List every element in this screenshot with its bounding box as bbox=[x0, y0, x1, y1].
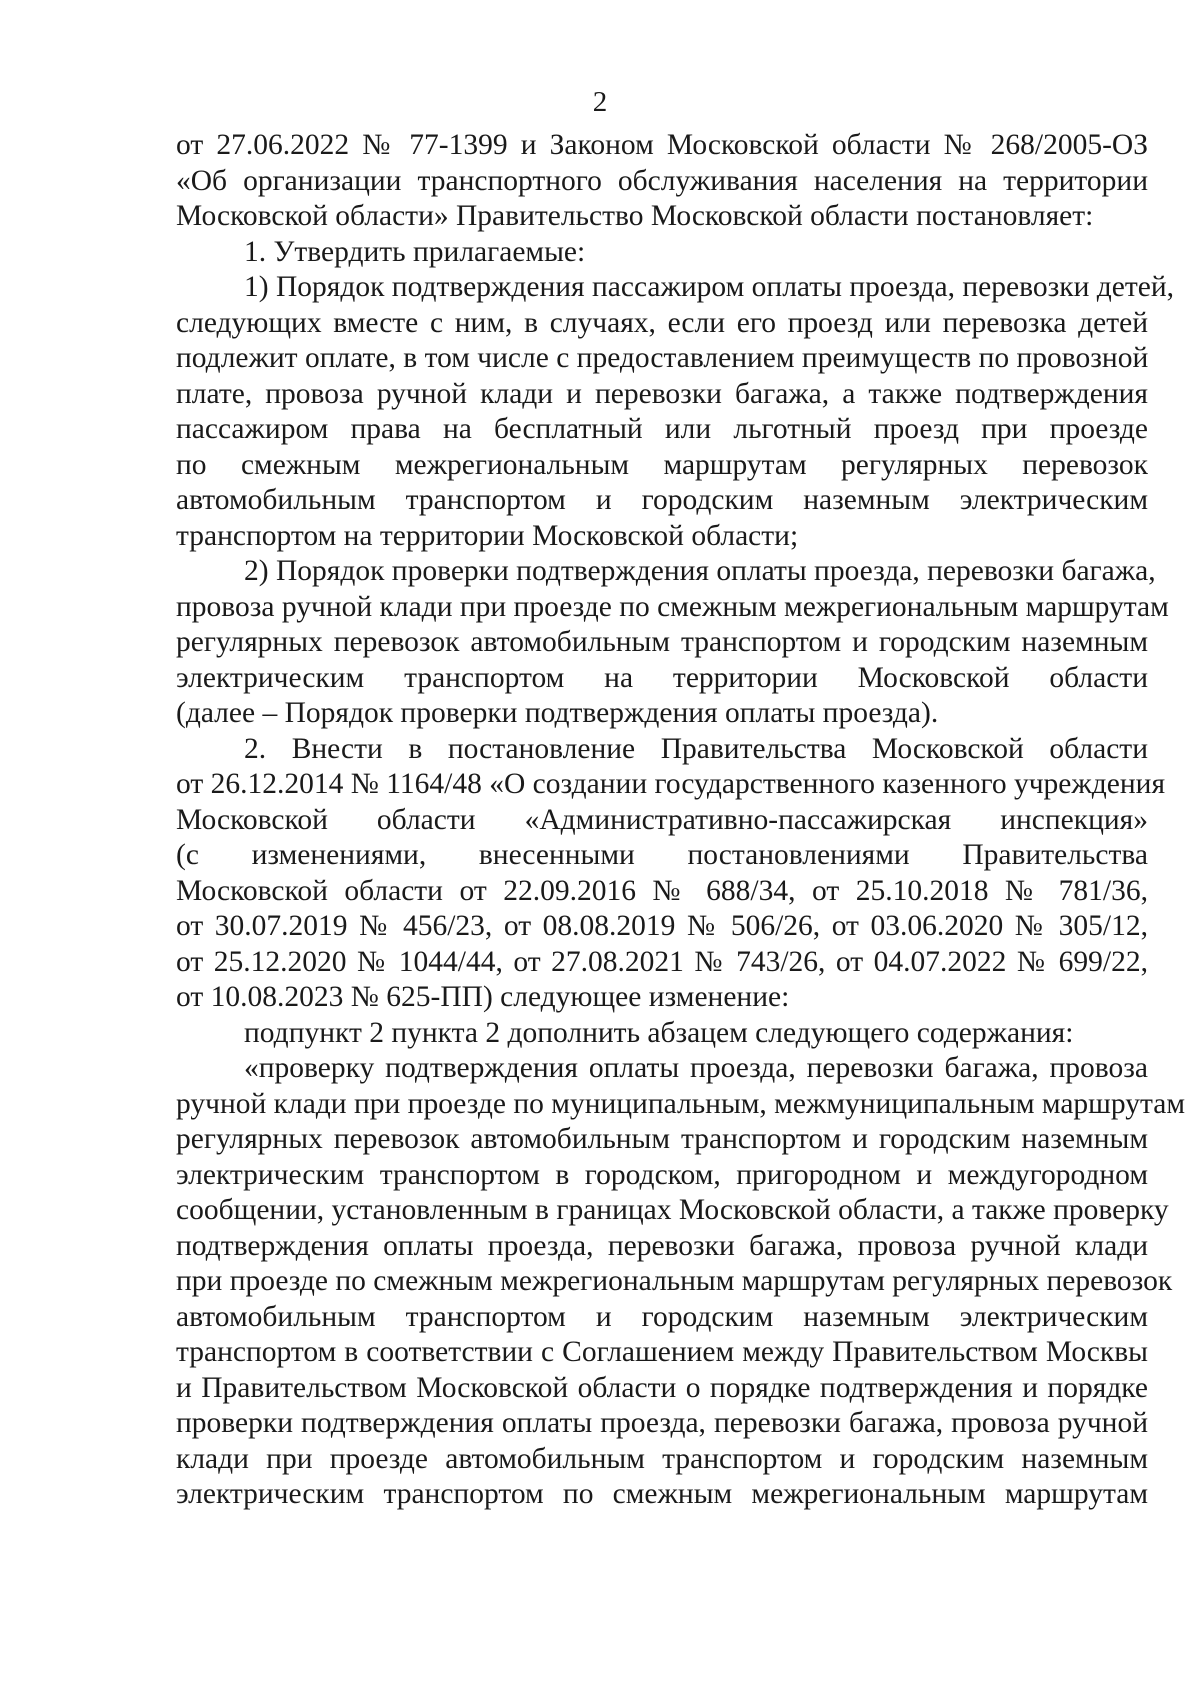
text-line: 2) Порядок проверки подтверждения оплаты проезда, перевозки багажа, bbox=[244, 555, 1156, 587]
text-line: автомобильным транспортом и городским наземным электрическим bbox=[176, 1300, 1148, 1333]
page-number: 2 bbox=[592, 86, 608, 118]
text-line: от 30.07.2019 № 456/23, от 08.08.2019 № 506/26, от 03.06.2020 № 305/12, bbox=[176, 910, 1148, 942]
text-line: от 25.12.2020 № 1044/44, от 27.08.2021 № 743/26, от 04.07.2022 № 699/22, bbox=[176, 945, 1148, 978]
text-line: плате, провоза ручной клади и перевозки багажа, а также подтверждения bbox=[176, 377, 1148, 410]
text-line: электрическим транспортом на территории Московской области bbox=[176, 661, 1148, 694]
text-line: пассажиром права на бесплатный или льготный проезд при проезде bbox=[176, 413, 1148, 445]
text-line: 2. Внести в постановление Правительства Московской области bbox=[244, 732, 1148, 765]
text-line: электрическим транспортом по смежным межрегиональным маршрутам bbox=[176, 1478, 1148, 1510]
text-line: «Об организации транспортного обслуживания населения на территории bbox=[176, 164, 1148, 197]
text-line: по смежным межрегиональным маршрутам регулярных перевозок bbox=[176, 448, 1148, 481]
text-line: провоза ручной клади при проезде по смежным межрегиональным маршрутам bbox=[176, 590, 1169, 623]
text-line: транспортом в соответствии с Соглашением между Правительством Москвы bbox=[176, 1336, 1148, 1368]
text-line: «проверку подтверждения оплаты проезда, перевозки багажа, провоза bbox=[244, 1052, 1148, 1084]
text-line: регулярных перевозок автомобильным транспортом и городским наземным bbox=[176, 1123, 1148, 1155]
document-body bbox=[176, 128, 1186, 1513]
text-line: 1) Порядок подтверждения пассажиром оплаты проезда, перевозки детей, bbox=[244, 271, 1174, 303]
text-line: подлежит оплате, в том числе с предоставлением преимуществ по провозной bbox=[176, 342, 1149, 374]
text-line: сообщении, установленным в границах Московской области, а также проверку bbox=[176, 1194, 1169, 1226]
text-line: транспортом на территории Московской области; bbox=[176, 519, 799, 552]
text-line: ручной клади при проезде по муниципальным, межмуниципальным маршрутам bbox=[176, 1087, 1186, 1120]
text-line: проверки подтверждения оплаты проезда, перевозки багажа, провоза ручной bbox=[176, 1407, 1148, 1439]
text-line: и Правительством Московской области о порядке подтверждения и порядке bbox=[176, 1371, 1148, 1404]
text-line: от 26.12.2014 № 1164/48 «О создании государственного казенного учреждения bbox=[176, 768, 1166, 800]
text-line: подпункт 2 пункта 2 дополнить абзацем следующего содержания: bbox=[244, 1016, 1074, 1049]
text-line: при проезде по смежным межрегиональным маршрутам регулярных перевозок bbox=[176, 1265, 1173, 1297]
text-line: от 10.08.2023 № 625-ПП) следующее изменение: bbox=[176, 981, 790, 1013]
text-line: от 27.06.2022 № 77-1399 и Законом Московской области № 268/2005-ОЗ bbox=[176, 129, 1148, 161]
text-line: автомобильным транспортом и городским наземным электрическим bbox=[176, 484, 1148, 516]
text-line: Московской области от 22.09.2016 № 688/34, от 25.10.2018 № 781/36, bbox=[176, 874, 1148, 907]
text-line: Московской области» Правительство Московской области постановляет: bbox=[176, 200, 1094, 232]
text-line: 1. Утвердить прилагаемые: bbox=[244, 235, 586, 268]
text-line: следующих вместе с ним, в случаях, если его проезд или перевозка детей bbox=[176, 306, 1148, 339]
text-line: подтверждения оплаты проезда, перевозки багажа, провоза ручной клади bbox=[176, 1229, 1148, 1262]
text-line: клади при проезде автомобильным транспортом и городским наземным bbox=[176, 1442, 1148, 1475]
text-line: (с изменениями, внесенными постановлениями Правительства bbox=[176, 839, 1148, 871]
text-line: (далее – Порядок проверки подтверждения оплаты проезда). bbox=[176, 697, 939, 729]
text-line: регулярных перевозок автомобильным транспортом и городским наземным bbox=[176, 626, 1148, 658]
text-line: электрическим транспортом в городском, пригородном и междугородном bbox=[176, 1158, 1148, 1191]
text-line: Московской области «Административно-пассажирская инспекция» bbox=[176, 803, 1148, 836]
